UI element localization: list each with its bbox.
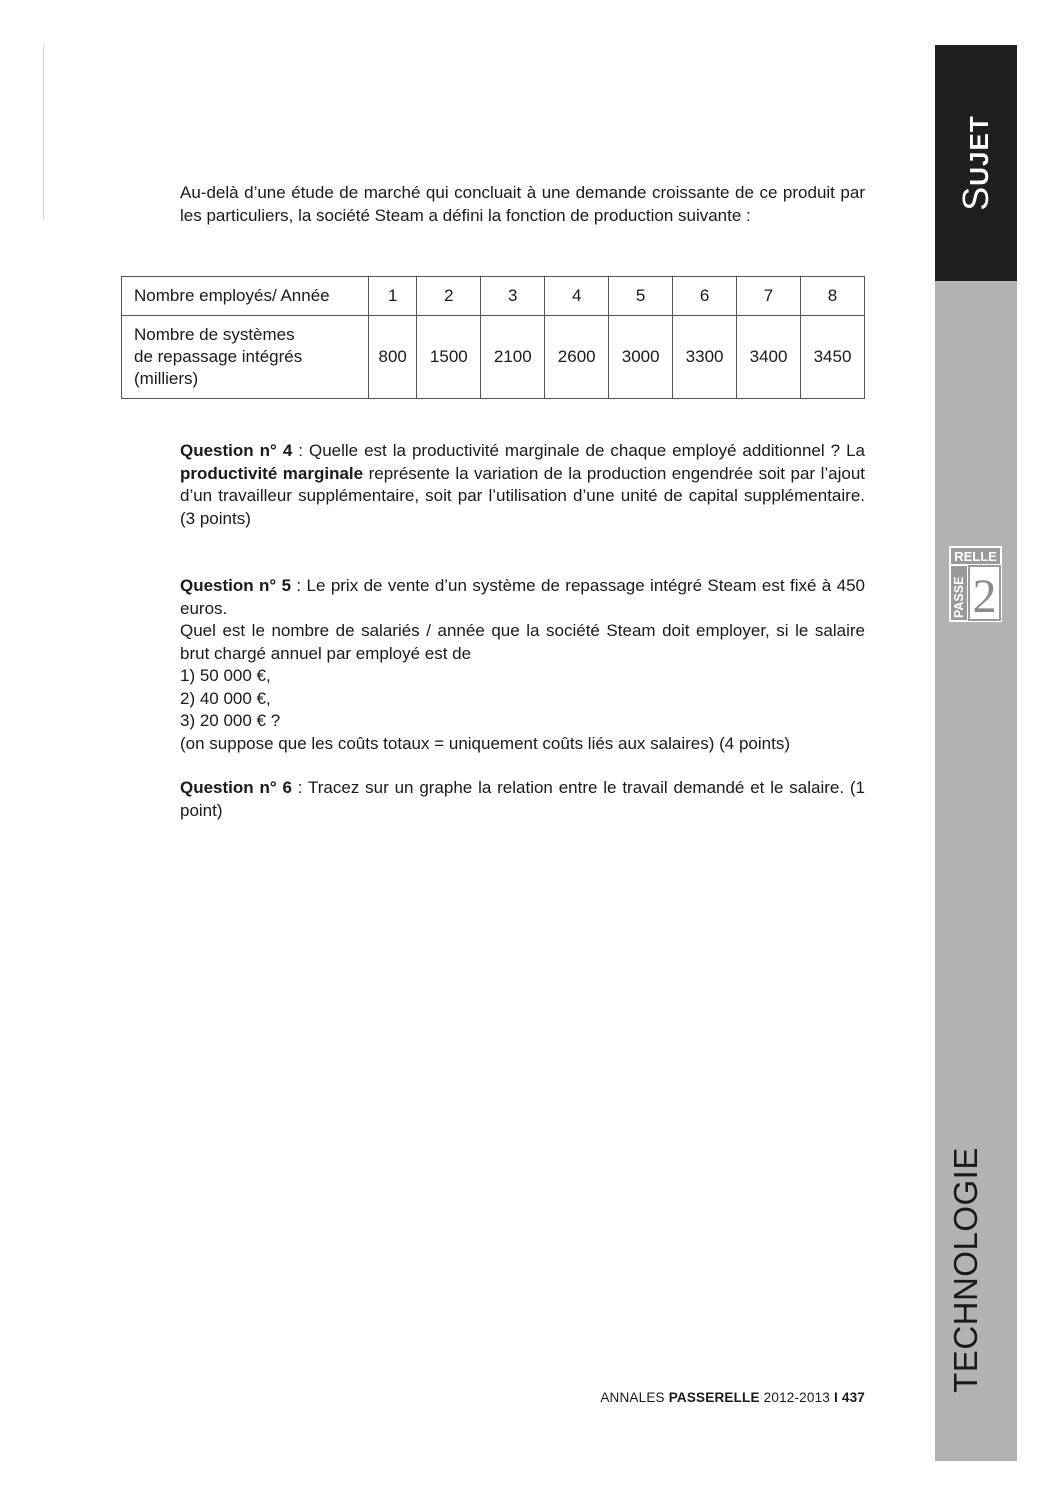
page-number: I 437 xyxy=(833,1390,865,1405)
question-6-body: : Tracez sur un graphe la relation entre le travail demandé et le salaire. (1 point) xyxy=(180,778,865,820)
production-table xyxy=(121,276,865,399)
employees-cell: 2 xyxy=(417,277,481,316)
intro-text: Au-delà d’une étude de marché qui concluait à une demande croissante de ce produit par les particuliers, la société Steam a défini la fonction de production suivante : xyxy=(180,183,865,225)
logo-top-text: RELLE xyxy=(954,549,997,564)
row-header-employees: Nombre employés/ Année xyxy=(122,277,369,316)
employees-cell: 1 xyxy=(369,277,417,316)
row-header-line: Nombre de systèmes xyxy=(134,325,295,344)
section-label-sujet xyxy=(955,115,997,210)
salary-option: 1) 50 000 €, xyxy=(180,666,271,685)
logo-left-text: PASSE xyxy=(952,576,966,618)
employees-cell: 4 xyxy=(545,277,609,316)
question-4-body-2: représente la variation de la production engendrée soit par l’ajout d’un travailleur supplémentaire, soit par l’utilisation d’une unité de capital supplémentaire. (3 points) xyxy=(180,463,865,528)
section-label-technologie: TECHNOLOGIE xyxy=(947,1147,984,1393)
question-5-text xyxy=(180,575,865,620)
footer-year: 2012-2013 xyxy=(759,1390,834,1405)
employees-cell: 7 xyxy=(737,277,801,316)
production-cell: 3450 xyxy=(801,316,865,399)
production-cell: 2600 xyxy=(545,316,609,399)
production-cell: 1500 xyxy=(417,316,481,399)
sujet-initial: S xyxy=(955,185,996,211)
production-cell: 3400 xyxy=(737,316,801,399)
footer-prefix: ANNALES xyxy=(600,1390,669,1405)
page-footer xyxy=(600,1390,865,1405)
production-cell: 3300 xyxy=(673,316,737,399)
row-header-line: de repassage intégrés xyxy=(134,347,303,366)
salary-option: 2) 40 000 €, xyxy=(180,688,271,708)
question-5-note: (on suppose que les coûts totaux = uniquement coûts liés aux salaires) (4 points) xyxy=(180,733,790,753)
production-cell: 3000 xyxy=(609,316,673,399)
employees-cell: 3 xyxy=(481,277,545,316)
passerelle-2-logo xyxy=(949,546,1002,622)
definition-term: productivité marginale xyxy=(180,463,364,483)
question-4 xyxy=(180,440,865,530)
employees-cell: 6 xyxy=(673,277,737,316)
question-5-text-2: Quel est le nombre de salariés / année que la société Steam doit employer, si le salaire brut chargé annuel par employé est de xyxy=(180,621,865,663)
question-6-title: Question n° 6 xyxy=(180,778,292,797)
question-4-body: : Quelle est la productivité marginale de chaque employé additionnel ? La xyxy=(292,441,865,460)
question-4-title: Question n° 4 xyxy=(180,441,293,460)
employees-cell: 8 xyxy=(801,277,865,316)
production-cell: 800 xyxy=(369,316,417,399)
question-5-body: : Le prix de vente d’un système de repassage intégré Steam est fixé à 450 euros. xyxy=(180,576,865,618)
intro-paragraph xyxy=(180,182,865,227)
row-header-production xyxy=(122,316,369,399)
question-5 xyxy=(180,575,865,755)
question-6 xyxy=(180,777,865,822)
salary-option: 3) 20 000 € ? xyxy=(180,711,281,730)
table-row xyxy=(122,316,865,399)
table-row xyxy=(122,277,865,316)
row-header-line: (milliers) xyxy=(134,369,199,388)
sujet-rest: UJET xyxy=(964,115,994,186)
footer-brand: PASSERELLE xyxy=(668,1390,760,1405)
question-4-text xyxy=(180,440,865,530)
question-5-title: Question n° 5 xyxy=(180,576,292,595)
margin-rule xyxy=(43,45,44,220)
question-6-text xyxy=(180,777,865,822)
logo-number: 2 xyxy=(972,570,997,622)
production-cell: 2100 xyxy=(481,316,545,399)
employees-cell: 5 xyxy=(609,277,673,316)
